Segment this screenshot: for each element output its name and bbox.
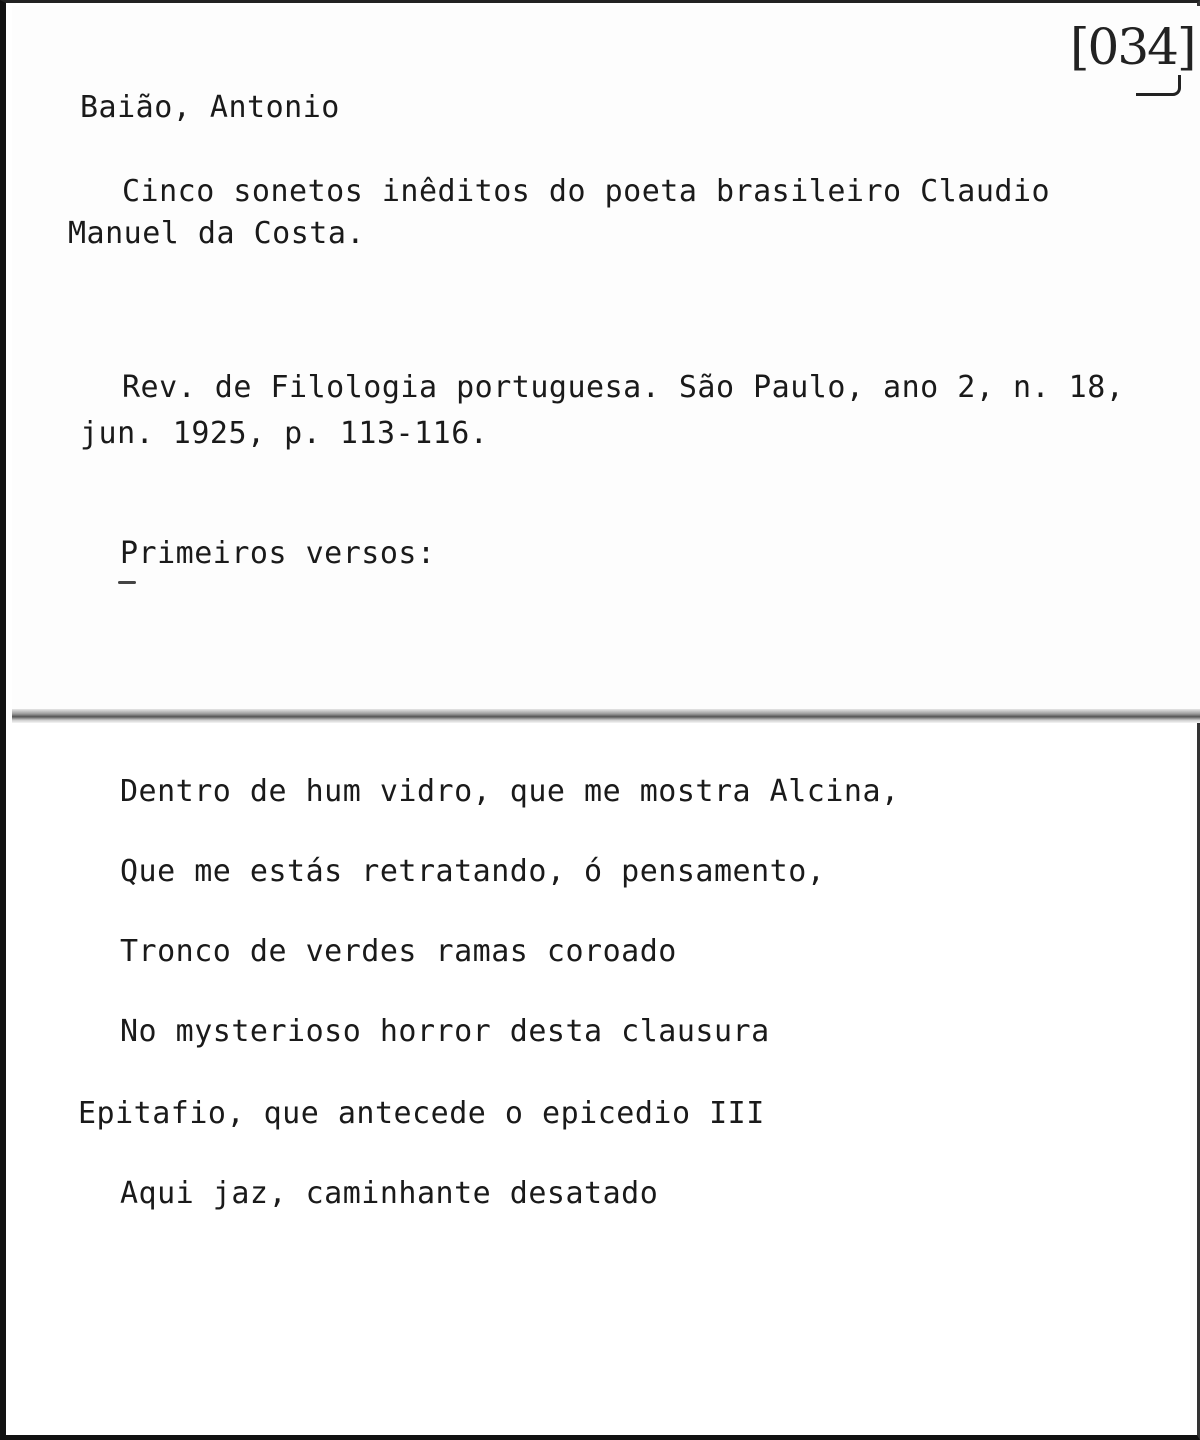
verse-line-4: No mysterioso horror desta clausura [120, 1014, 770, 1049]
first-verses-heading: Primeiros versos: [120, 536, 436, 571]
verse-line-6: Aqui jaz, caminhante desatado [120, 1176, 659, 1211]
verse-line-1: Dentro de hum vidro, que me mostra Alcina, [120, 774, 900, 809]
source-line-2: jun. 1925, p. 113-116. [80, 416, 489, 451]
verse-line-5: Epitafio, que antecede o epicedio III [78, 1096, 765, 1131]
ink-mark [118, 581, 136, 584]
reference-code: [034] [1070, 18, 1195, 76]
card-fold-line [12, 709, 1200, 723]
reference-code-underline [1136, 75, 1181, 96]
source-line-1: Rev. de Filologia portuguesa. São Paulo, ano 2, n. 18, [122, 370, 1125, 405]
verse-line-3: Tronco de verdes ramas coroado [120, 934, 677, 969]
title-line-2: Manuel da Costa. [68, 216, 365, 251]
title-line-1: Cinco sonetos inêditos do poeta brasileiro Claudio [122, 174, 1051, 209]
verse-line-2: Que me estás retratando, ó pensamento, [120, 854, 826, 889]
author-name: Baião, Antonio [80, 90, 340, 125]
